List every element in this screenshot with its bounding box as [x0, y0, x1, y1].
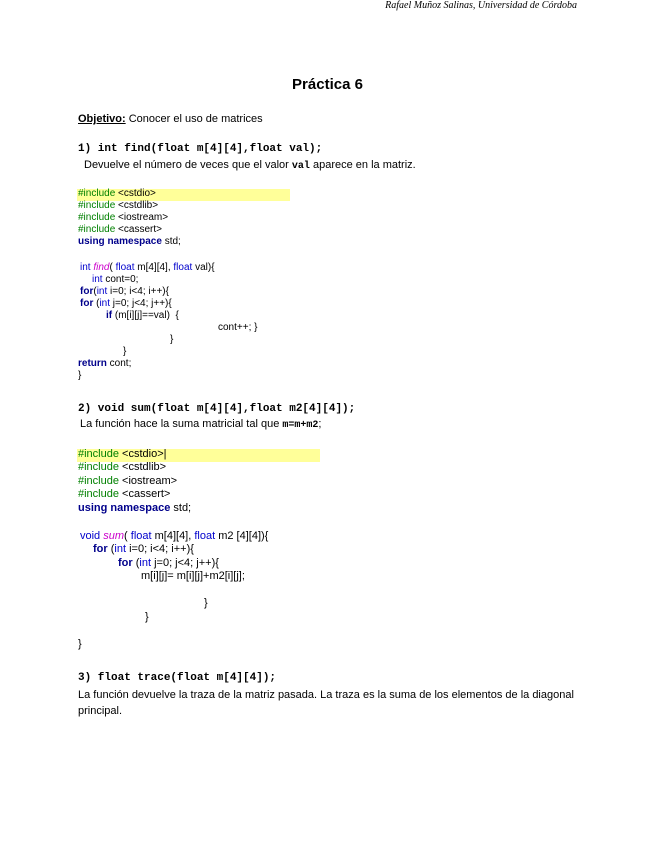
include-line: #include <iostream>	[78, 212, 169, 223]
inline-code: val	[291, 161, 310, 172]
exercise-3-description: La función devuelve la traza de la matriz pasada. La traza es la suma de los elementos de la diagonal principal.	[78, 689, 574, 717]
include-line: #include <cstdlib>	[78, 461, 167, 473]
page-title: Práctica 6	[292, 76, 363, 93]
code-line: int cont=0;	[92, 274, 139, 285]
inline-code: m=m+m2	[282, 420, 319, 431]
using-line: using namespace std;	[78, 236, 181, 247]
exercise-1-signature: 1) int find(float m[4][4],float val);	[78, 143, 323, 155]
code-line: for (int j=0; j<4; j++){	[80, 298, 172, 309]
code-line: for(int i=0; i<4; i++){	[80, 286, 169, 297]
code-line: for (int j=0; j<4; j++){	[118, 557, 219, 569]
include-line: #include <iostream>	[78, 475, 178, 487]
exercise-2-description: La función hace la suma matricial tal que m=m+m2;	[80, 418, 322, 431]
code-line: void sum( float m[4][4], float m2 [4][4]){	[80, 530, 269, 542]
code-line: int find( float m[4][4], float val){	[80, 262, 215, 273]
exercise-3-signature: 3) float trace(float m[4][4]);	[78, 672, 277, 684]
page-header-author: Rafael Muñoz Salinas, Universidad de Córdoba	[385, 0, 577, 11]
code-line: }	[123, 346, 127, 357]
code-line: }	[170, 334, 174, 345]
include-line: #include <cstdio>|	[78, 448, 167, 460]
include-line: #include <cstdio>	[78, 188, 156, 199]
code-line: m[i][j]= m[i][j]+m2[i][j];	[141, 570, 245, 582]
code-line: if (m[i][j]==val) {	[106, 310, 179, 321]
code-line: }	[204, 597, 208, 609]
objective-text: Conocer el uso de matrices	[125, 113, 263, 125]
objective	[78, 113, 263, 125]
code-line: return cont;	[78, 358, 132, 369]
code-line: }	[145, 611, 149, 623]
code-line: for (int i=0; i<4; i++){	[93, 543, 194, 555]
include-line: #include <cassert>	[78, 488, 171, 500]
code-line: cont++; }	[218, 322, 258, 333]
code-line: }	[78, 370, 82, 381]
include-line: #include <cassert>	[78, 224, 162, 235]
include-line: #include <cstdlib>	[78, 200, 159, 211]
using-line: using namespace std;	[78, 502, 192, 514]
exercise-1-description: Devuelve el número de veces que el valor val aparece en la matriz.	[84, 159, 416, 172]
objective-label: Objetivo:	[78, 113, 126, 125]
exercise-2-signature: 2) void sum(float m[4][4],float m2[4][4]);	[78, 403, 356, 415]
code-line: }	[78, 638, 82, 650]
